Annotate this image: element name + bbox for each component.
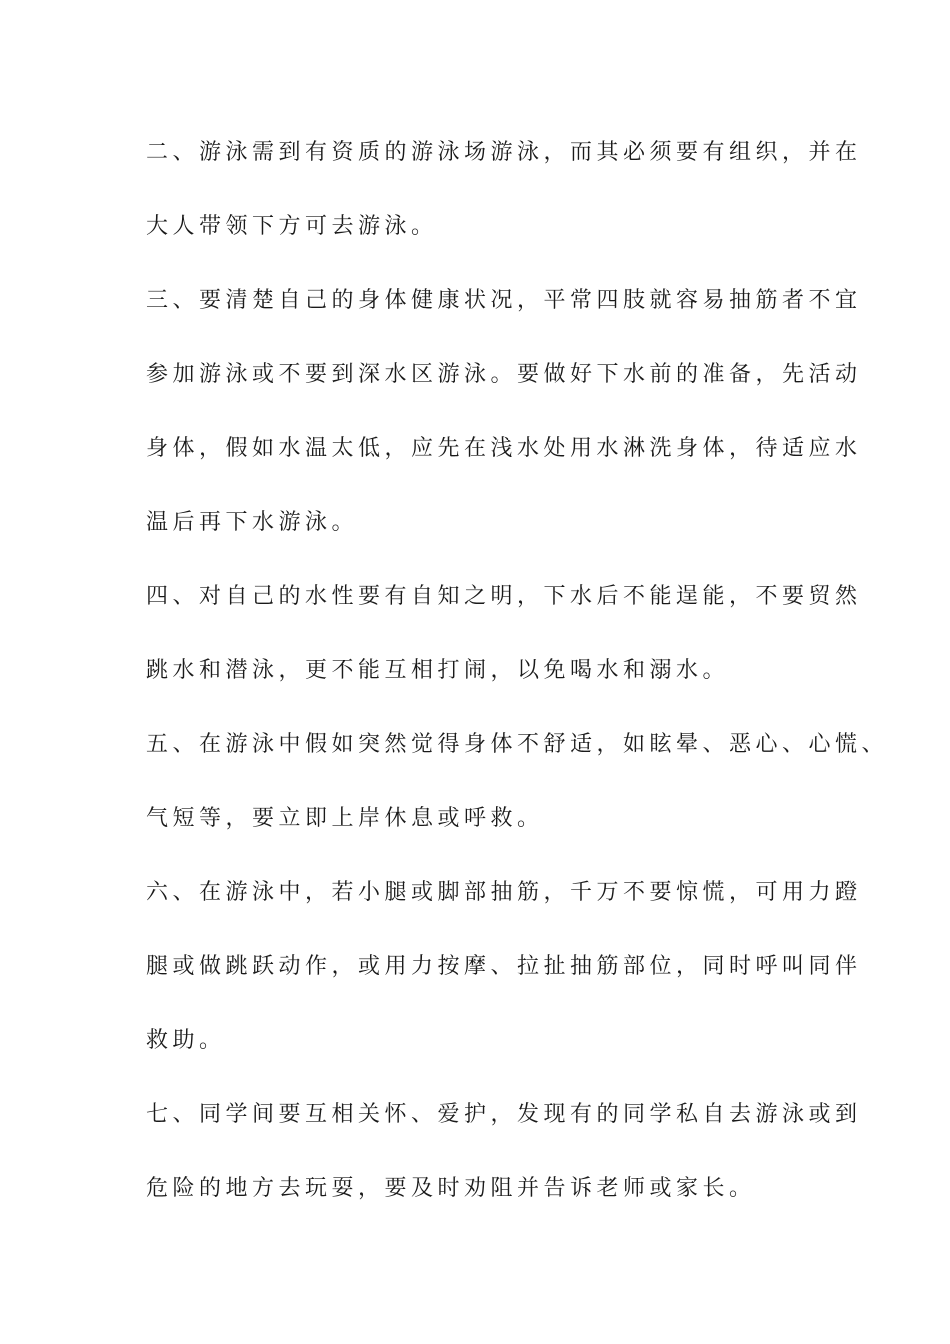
text-line: 救助。 bbox=[146, 1028, 226, 1053]
text-line: 五、在游泳中假如突然觉得身体不舒适，如眩晕、恶心、心慌、 bbox=[146, 732, 889, 757]
text-line: 大人带领下方可去游泳。 bbox=[146, 214, 438, 239]
text-line: 气短等，要立即上岸休息或呼救。 bbox=[146, 806, 544, 831]
body-text bbox=[146, 134, 889, 1244]
text-line: 温后再下水游泳。 bbox=[146, 510, 359, 535]
text-line: 参加游泳或不要到深水区游泳。要做好下水前的准备，先活动 bbox=[146, 362, 862, 387]
text-line: 六、在游泳中，若小腿或脚部抽筋，千万不要惊慌，可用力蹬 bbox=[146, 880, 862, 905]
text-line: 七、同学间要互相关怀、爱护，发现有的同学私自去游泳或到 bbox=[146, 1102, 862, 1127]
text-line: 腿或做跳跃动作，或用力按摩、拉扯抽筋部位，同时呼叫同伴 bbox=[146, 954, 862, 979]
text-line: 四、对自己的水性要有自知之明，下水后不能逞能，不要贸然 bbox=[146, 584, 862, 609]
text-line: 身体，假如水温太低，应先在浅水处用水淋洗身体，待适应水 bbox=[146, 436, 862, 461]
text-line: 三、要清楚自己的身体健康状况，平常四肢就容易抽筋者不宜 bbox=[146, 288, 862, 313]
text-line: 跳水和潜泳，更不能互相打闹，以免喝水和溺水。 bbox=[146, 658, 730, 683]
text-line: 危险的地方去玩耍，要及时劝阻并告诉老师或家长。 bbox=[146, 1176, 756, 1201]
text-line: 二、游泳需到有资质的游泳场游泳，而其必须要有组织，并在 bbox=[146, 140, 862, 165]
